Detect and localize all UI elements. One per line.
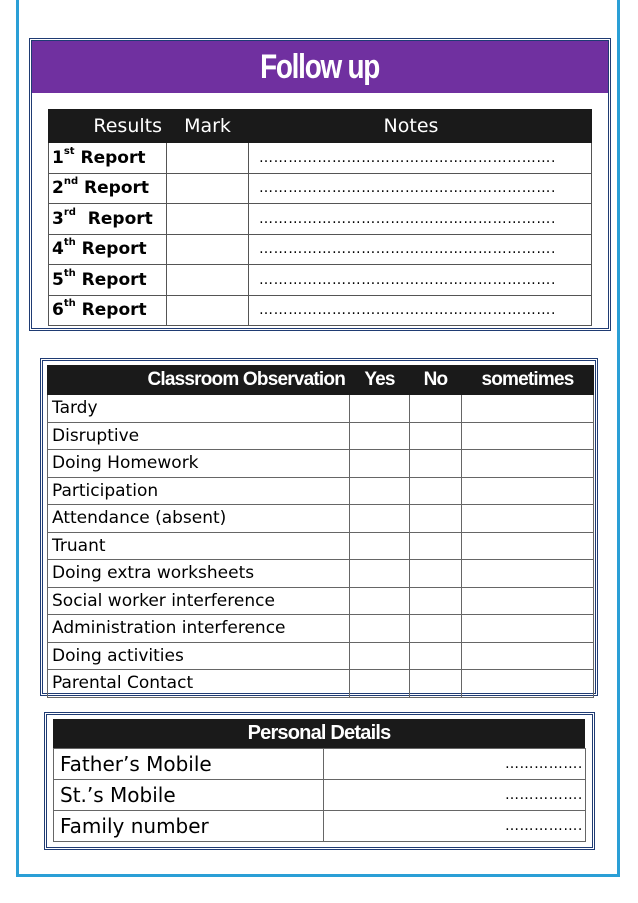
sometimes-header: sometimes xyxy=(462,366,594,395)
yes-cell[interactable] xyxy=(350,615,410,643)
observation-label: Administration interference xyxy=(48,615,350,643)
report-ordinal-suffix: th xyxy=(63,237,76,249)
observation-row xyxy=(48,450,594,478)
sometimes-cell[interactable] xyxy=(462,587,594,615)
personal-details-table xyxy=(53,748,586,842)
observation-row xyxy=(48,615,594,643)
personal-value-field[interactable]: ……………. xyxy=(324,749,586,780)
report-row xyxy=(49,204,592,235)
observation-row xyxy=(48,532,594,560)
sometimes-cell[interactable] xyxy=(462,560,594,588)
report-number: 3 xyxy=(52,208,64,229)
yes-cell[interactable] xyxy=(350,477,410,505)
report-word: Report xyxy=(81,239,147,260)
report-ordinal-suffix: th xyxy=(63,267,76,279)
observation-row xyxy=(48,422,594,450)
observation-row xyxy=(48,395,594,423)
sometimes-cell[interactable] xyxy=(462,422,594,450)
report-label xyxy=(49,265,167,296)
observation-label: Social worker interference xyxy=(48,587,350,615)
mark-cell[interactable] xyxy=(167,204,249,235)
mark-cell[interactable] xyxy=(167,295,249,326)
mark-cell[interactable] xyxy=(167,265,249,296)
report-word: Report xyxy=(81,269,147,290)
yes-cell[interactable] xyxy=(350,670,410,698)
yes-cell[interactable] xyxy=(350,642,410,670)
yes-cell[interactable] xyxy=(350,560,410,588)
observation-row xyxy=(48,477,594,505)
report-ordinal-suffix: nd xyxy=(63,176,79,188)
notes-cell[interactable]: ……………………………………………………. xyxy=(249,204,592,235)
observation-label: Doing extra worksheets xyxy=(48,560,350,588)
sometimes-cell[interactable] xyxy=(462,532,594,560)
no-cell[interactable] xyxy=(410,422,462,450)
follow-up-title: Follow up xyxy=(32,41,608,93)
sometimes-cell[interactable] xyxy=(462,450,594,478)
classroom-observation-section xyxy=(40,358,598,696)
sometimes-cell[interactable] xyxy=(462,642,594,670)
no-cell[interactable] xyxy=(410,477,462,505)
observation-header-row xyxy=(48,366,594,395)
observation-label: Doing Homework xyxy=(48,450,350,478)
report-ordinal-suffix: rd xyxy=(63,206,76,218)
no-cell[interactable] xyxy=(410,587,462,615)
personal-details-section xyxy=(44,712,595,850)
no-header: No xyxy=(410,366,462,395)
no-cell[interactable] xyxy=(410,642,462,670)
mark-header: Mark xyxy=(167,110,249,143)
report-row xyxy=(49,295,592,326)
observation-label: Doing activities xyxy=(48,642,350,670)
no-cell[interactable] xyxy=(410,505,462,533)
follow-up-section xyxy=(29,38,611,331)
notes-cell[interactable]: ……………………………………………………. xyxy=(249,295,592,326)
report-row xyxy=(49,143,592,174)
observation-row xyxy=(48,560,594,588)
results-header: Results xyxy=(49,110,167,143)
yes-cell[interactable] xyxy=(350,450,410,478)
no-cell[interactable] xyxy=(410,450,462,478)
observation-row xyxy=(48,587,594,615)
yes-cell[interactable] xyxy=(350,505,410,533)
observation-label: Parental Contact xyxy=(48,670,350,698)
report-label xyxy=(49,204,167,235)
notes-cell[interactable]: ……………………………………………………. xyxy=(249,265,592,296)
report-word: Report xyxy=(81,208,153,229)
observation-table xyxy=(47,365,594,698)
personal-value-field[interactable]: ……………. xyxy=(324,780,586,811)
report-label xyxy=(49,143,167,174)
observation-label: Participation xyxy=(48,477,350,505)
report-row xyxy=(49,234,592,265)
observation-label: Tardy xyxy=(48,395,350,423)
notes-cell[interactable]: ……………………………………………………. xyxy=(249,234,592,265)
mark-cell[interactable] xyxy=(167,173,249,204)
results-header-row xyxy=(49,110,592,143)
report-number: 6 xyxy=(52,300,64,321)
personal-label: Family number xyxy=(54,811,324,842)
report-ordinal-suffix: st xyxy=(63,145,75,157)
yes-cell[interactable] xyxy=(350,587,410,615)
observation-label: Truant xyxy=(48,532,350,560)
notes-cell[interactable]: ……………………………………………………. xyxy=(249,143,592,174)
yes-header: Yes xyxy=(350,366,410,395)
report-ordinal-suffix: th xyxy=(63,298,76,310)
sometimes-cell[interactable] xyxy=(462,395,594,423)
notes-header: Notes xyxy=(249,110,592,143)
sometimes-cell[interactable] xyxy=(462,670,594,698)
notes-cell[interactable]: ……………………………………………………. xyxy=(249,173,592,204)
observation-row xyxy=(48,642,594,670)
yes-cell[interactable] xyxy=(350,422,410,450)
yes-cell[interactable] xyxy=(350,532,410,560)
mark-cell[interactable] xyxy=(167,234,249,265)
sometimes-cell[interactable] xyxy=(462,615,594,643)
mark-cell[interactable] xyxy=(167,143,249,174)
results-table xyxy=(48,109,592,326)
report-label xyxy=(49,234,167,265)
observation-row xyxy=(48,505,594,533)
personal-value-field[interactable]: ……………. xyxy=(324,811,586,842)
observation-label: Attendance (absent) xyxy=(48,505,350,533)
observation-row xyxy=(48,670,594,698)
report-word: Report xyxy=(84,178,150,199)
report-word: Report xyxy=(80,147,146,168)
yes-cell[interactable] xyxy=(350,395,410,423)
no-cell[interactable] xyxy=(410,395,462,423)
sometimes-cell[interactable] xyxy=(462,505,594,533)
observation-header: Classroom Observation xyxy=(48,366,350,395)
report-row xyxy=(49,265,592,296)
report-label xyxy=(49,173,167,204)
personal-details-title: Personal Details xyxy=(53,719,585,748)
personal-row xyxy=(54,749,586,780)
report-word: Report xyxy=(81,300,147,321)
report-label xyxy=(49,295,167,326)
no-cell[interactable] xyxy=(410,670,462,698)
report-row xyxy=(49,173,592,204)
no-cell[interactable] xyxy=(410,560,462,588)
report-number: 2 xyxy=(52,178,64,199)
report-number: 5 xyxy=(52,269,64,290)
sometimes-cell[interactable] xyxy=(462,477,594,505)
no-cell[interactable] xyxy=(410,615,462,643)
personal-row xyxy=(54,780,586,811)
report-number: 4 xyxy=(52,239,64,260)
no-cell[interactable] xyxy=(410,532,462,560)
personal-row xyxy=(54,811,586,842)
personal-label: St.’s Mobile xyxy=(54,780,324,811)
report-number: 1 xyxy=(52,147,64,168)
personal-label: Father’s Mobile xyxy=(54,749,324,780)
observation-label: Disruptive xyxy=(48,422,350,450)
